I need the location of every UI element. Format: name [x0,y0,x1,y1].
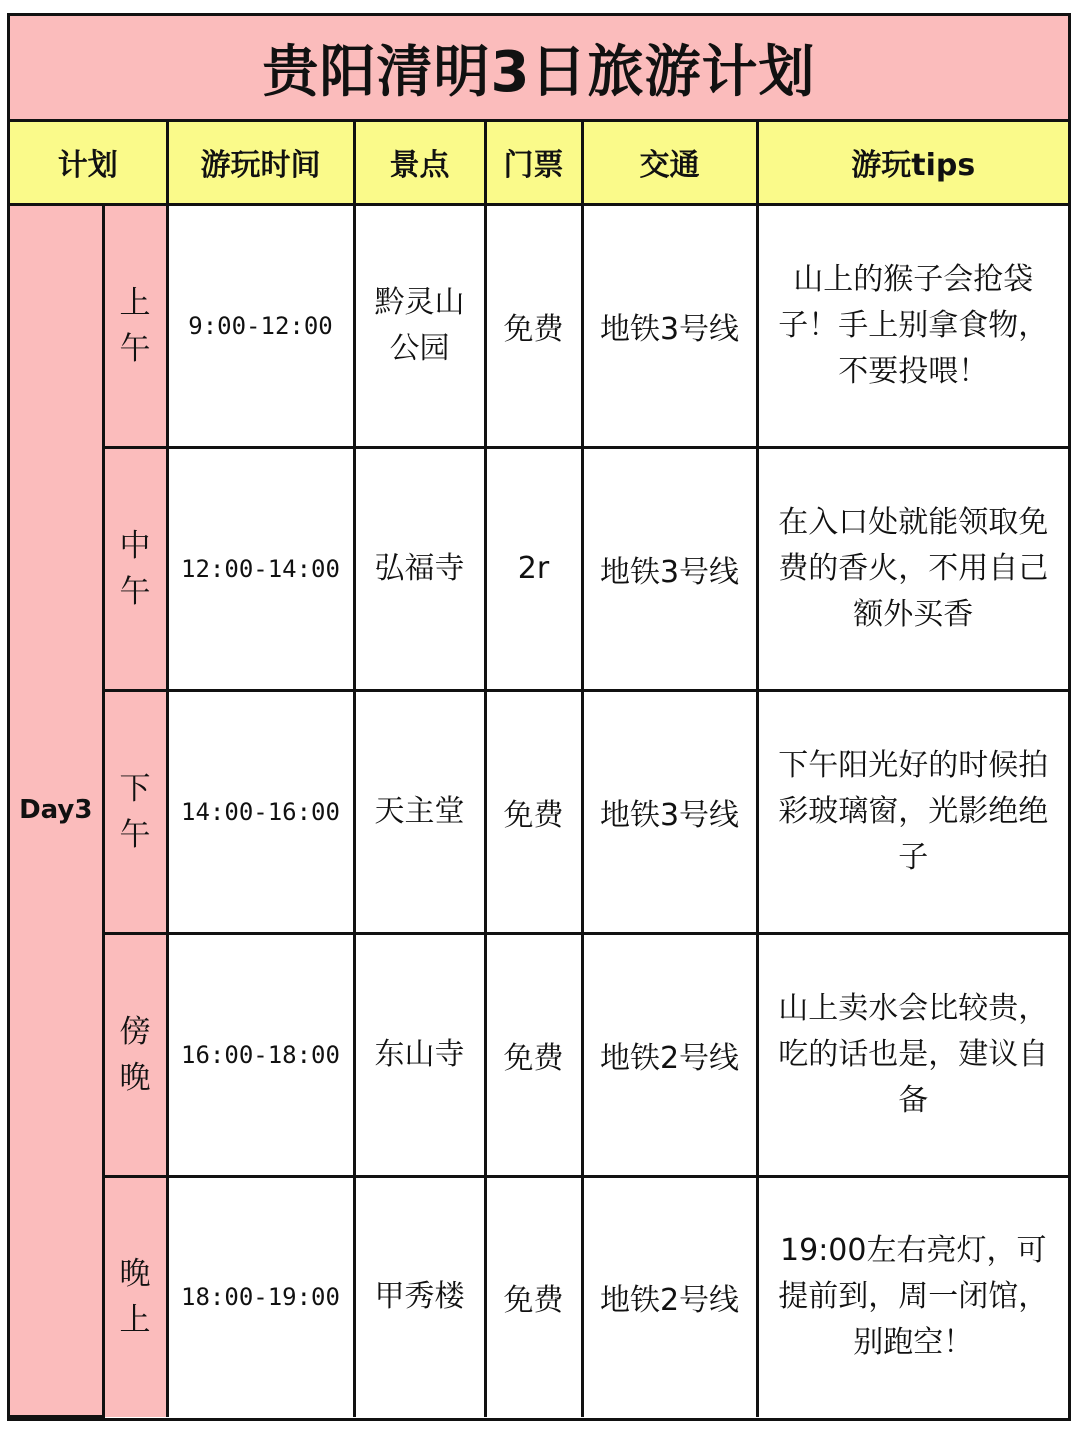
table-row [10,204,1068,447]
tips-cell: 19:00左右亮灯，可提前到，周一闭馆，别跑空！ [757,1176,1068,1416]
transport-cell: 地铁3号线 [582,690,757,933]
transport-cell: 地铁2号线 [582,933,757,1176]
tips-cell: 在入口处就能领取免费的香火，不用自己额外买香 [757,447,1068,690]
period-cell [103,1176,167,1416]
header-row [10,122,1068,204]
header-tips: 游玩tips [757,122,1068,204]
transport-cell: 地铁2号线 [582,1176,757,1416]
period-cell [103,204,167,447]
ticket-cell: 免费 [485,690,582,933]
ticket-cell: 2r [485,447,582,690]
period-char: 傍 [119,1013,151,1050]
time-cell: 12:00-14:00 [167,447,354,690]
itinerary-sheet [7,13,1071,1421]
page-title: 贵阳清明3日旅游计划 [10,16,1068,122]
period-char: 中 [119,527,151,564]
spot-cell: 天主堂 [354,690,485,933]
table-row [10,447,1068,690]
tips-cell: 山上的猴子会抢袋子！手上别拿食物，不要投喂！ [757,204,1068,447]
time-cell: 16:00-18:00 [167,933,354,1176]
itinerary-table [10,122,1068,1418]
ticket-cell: 免费 [485,933,582,1176]
tips-cell: 下午阳光好的时候拍彩玻璃窗，光影绝绝子 [757,690,1068,933]
period-char: 晚 [119,1059,151,1096]
spot-cell: 东山寺 [354,933,485,1176]
period-char: 午 [119,573,151,610]
time-cell: 14:00-16:00 [167,690,354,933]
period-char: 下 [119,770,151,807]
header-ticket: 门票 [485,122,582,204]
period-cell [103,447,167,690]
header-transport: 交通 [582,122,757,204]
table-row [10,690,1068,933]
period-char: 上 [119,1302,151,1339]
transport-cell: 地铁3号线 [582,204,757,447]
header-time: 游玩时间 [167,122,354,204]
day-label: Day3 [10,204,103,1417]
header-plan: 计划 [10,122,167,204]
period-char: 午 [119,816,151,853]
tips-cell: 山上卖水会比较贵，吃的话也是，建议自备 [757,933,1068,1176]
period-char: 晚 [119,1256,151,1293]
period-cell [103,690,167,933]
period-cell [103,933,167,1176]
time-cell: 9:00-12:00 [167,204,354,447]
period-char: 午 [119,330,151,367]
time-cell: 18:00-19:00 [167,1176,354,1416]
spot-cell: 甲秀楼 [354,1176,485,1416]
ticket-cell: 免费 [485,1176,582,1416]
header-spot: 景点 [354,122,485,204]
transport-cell: 地铁3号线 [582,447,757,690]
period-char: 上 [119,284,151,321]
spot-cell: 弘福寺 [354,447,485,690]
table-row [10,933,1068,1176]
ticket-cell: 免费 [485,204,582,447]
spot-cell: 黔灵山公园 [354,204,485,447]
table-row [10,1176,1068,1416]
